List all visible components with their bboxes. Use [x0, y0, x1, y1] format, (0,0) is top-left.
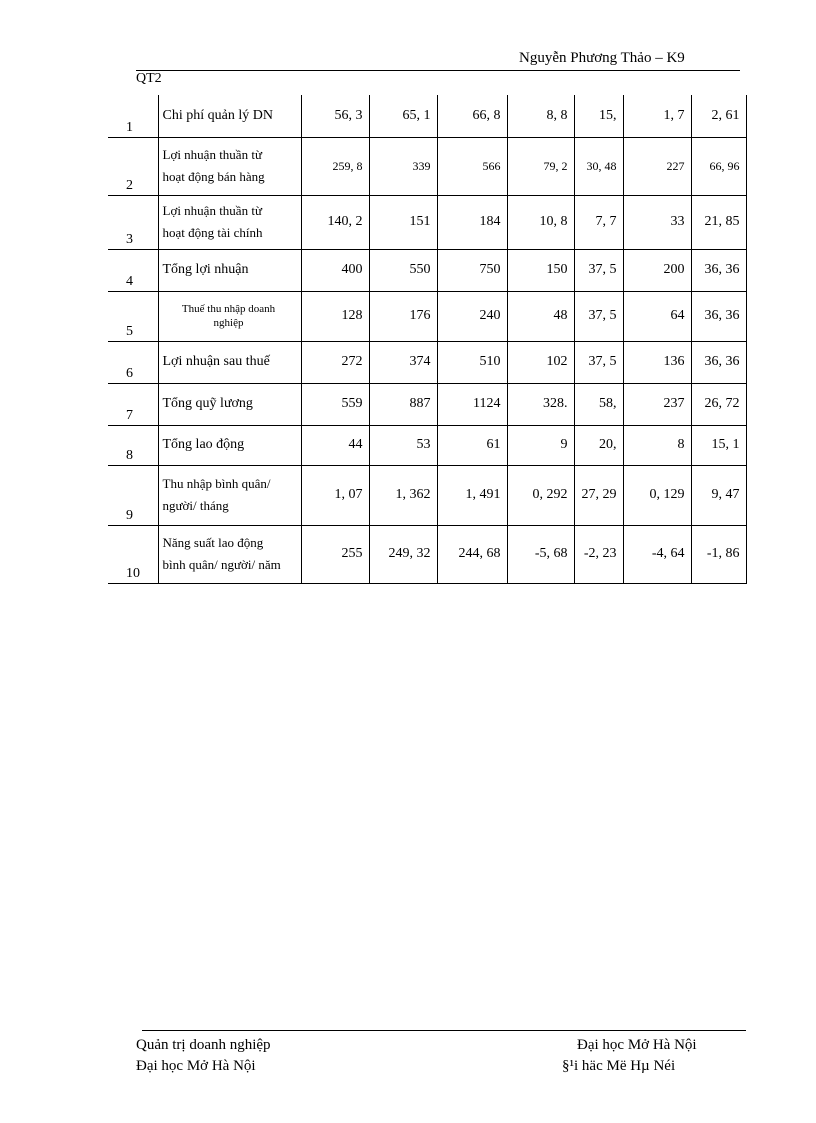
- cell-value: 79, 2: [507, 137, 574, 195]
- table-row: [108, 525, 746, 583]
- row-label-line: nghiệp: [213, 317, 244, 329]
- cell-value: 140, 2: [301, 195, 369, 249]
- cell-value: 44: [301, 425, 369, 465]
- cell-value: 8, 8: [507, 95, 574, 137]
- table-row: [108, 383, 746, 425]
- cell-value: 244, 68: [437, 525, 507, 583]
- footer-rule: [142, 1030, 746, 1031]
- cell-value: -2, 23: [574, 525, 623, 583]
- row-number: 4: [108, 249, 158, 291]
- header-author: Nguyễn Phương Thảo – K9: [519, 50, 685, 66]
- cell-value: 374: [369, 341, 437, 383]
- cell-value: 8: [623, 425, 691, 465]
- cell-value: -1, 86: [691, 525, 746, 583]
- cell-value: 56, 3: [301, 95, 369, 137]
- cell-value: 128: [301, 291, 369, 341]
- row-label: [158, 137, 301, 195]
- cell-value: 328.: [507, 383, 574, 425]
- cell-value: 64: [623, 291, 691, 341]
- cell-value: 240: [437, 291, 507, 341]
- row-label: [158, 383, 301, 425]
- cell-value: 255: [301, 525, 369, 583]
- cell-value: 26, 72: [691, 383, 746, 425]
- cell-value: 0, 129: [623, 465, 691, 525]
- row-label-line: người/ tháng: [162, 498, 229, 513]
- table-row: [108, 291, 746, 341]
- row-label: [158, 525, 301, 583]
- row-label: [158, 425, 301, 465]
- row-label-line: Thu nhập bình quân/: [162, 476, 271, 491]
- table-row: [108, 195, 746, 249]
- cell-value: 37, 5: [574, 341, 623, 383]
- row-label: [158, 249, 301, 291]
- row-label-line: Tổng quỹ lương: [162, 396, 253, 412]
- table-row: [108, 95, 746, 137]
- row-number: 7: [108, 383, 158, 425]
- cell-value: 65, 1: [369, 95, 437, 137]
- row-label-line: hoạt động bán hàng: [162, 169, 265, 184]
- cell-value: 400: [301, 249, 369, 291]
- row-label: [158, 95, 301, 137]
- cell-value: 200: [623, 249, 691, 291]
- cell-value: 66, 8: [437, 95, 507, 137]
- cell-value: 150: [507, 249, 574, 291]
- row-label: [158, 341, 301, 383]
- row-number: 9: [108, 465, 158, 525]
- cell-value: 1, 491: [437, 465, 507, 525]
- cell-value: 36, 36: [691, 291, 746, 341]
- footer-right-line2: §¹i häc Më Hµ Néi: [562, 1058, 676, 1074]
- table-row: [108, 249, 746, 291]
- row-number: 8: [108, 425, 158, 465]
- cell-value: 259, 8: [301, 137, 369, 195]
- cell-value: 2, 61: [691, 95, 746, 137]
- cell-value: 559: [301, 383, 369, 425]
- row-number: 3: [108, 195, 158, 249]
- header-rule: [136, 70, 740, 71]
- row-number: 5: [108, 291, 158, 341]
- cell-value: 272: [301, 341, 369, 383]
- row-label-line: Năng suất lao động: [162, 535, 264, 550]
- row-number: 1: [108, 95, 158, 137]
- row-label-line: Lợi nhuận sau thuế: [162, 354, 270, 370]
- cell-value: 36, 36: [691, 341, 746, 383]
- cell-value: 37, 5: [574, 291, 623, 341]
- cell-value: 136: [623, 341, 691, 383]
- cell-value: 0, 292: [507, 465, 574, 525]
- cell-value: 9: [507, 425, 574, 465]
- cell-value: 1, 362: [369, 465, 437, 525]
- cell-value: 102: [507, 341, 574, 383]
- cell-value: 53: [369, 425, 437, 465]
- footer-left-line1: Quản trị doanh nghiệp: [136, 1037, 271, 1053]
- cell-value: 30, 48: [574, 137, 623, 195]
- table-row: [108, 341, 746, 383]
- cell-value: 227: [623, 137, 691, 195]
- cell-value: 10, 8: [507, 195, 574, 249]
- row-label-line: Thuế thu nhập doanh: [181, 303, 276, 315]
- table-row: [108, 425, 746, 465]
- cell-value: 184: [437, 195, 507, 249]
- cell-value: 237: [623, 383, 691, 425]
- row-label: [158, 195, 301, 249]
- table-row: [108, 137, 746, 195]
- table-row: [108, 465, 746, 525]
- row-number: 6: [108, 341, 158, 383]
- cell-value: 36, 36: [691, 249, 746, 291]
- footer-left-line2: Đại học Mở Hà Nội: [136, 1058, 256, 1074]
- row-label-line: Lợi nhuận thuần từ: [162, 147, 262, 162]
- cell-value: 1, 7: [623, 95, 691, 137]
- cell-value: 1, 07: [301, 465, 369, 525]
- cell-value: 750: [437, 249, 507, 291]
- row-number: 10: [108, 525, 158, 583]
- cell-value: 58,: [574, 383, 623, 425]
- row-label-line: Lợi nhuận thuần từ: [162, 203, 262, 218]
- row-label: [158, 291, 301, 341]
- cell-value: 510: [437, 341, 507, 383]
- header-class-code: QT2: [136, 71, 162, 86]
- cell-value: 887: [369, 383, 437, 425]
- cell-value: 566: [437, 137, 507, 195]
- cell-value: 9, 47: [691, 465, 746, 525]
- cell-value: 21, 85: [691, 195, 746, 249]
- cell-value: 176: [369, 291, 437, 341]
- cell-value: 151: [369, 195, 437, 249]
- row-label-line: Chi phí quản lý DN: [162, 108, 273, 123]
- row-label-line: Tổng lợi nhuận: [162, 262, 249, 278]
- cell-value: 550: [369, 249, 437, 291]
- row-label-line: hoạt động tài chính: [162, 225, 263, 240]
- row-label-line: Tổng lao động: [162, 437, 245, 453]
- row-number: 2: [108, 137, 158, 195]
- cell-value: 249, 32: [369, 525, 437, 583]
- cell-value: 33: [623, 195, 691, 249]
- cell-value: 15, 1: [691, 425, 746, 465]
- cell-value: -5, 68: [507, 525, 574, 583]
- cell-value: 7, 7: [574, 195, 623, 249]
- row-label: [158, 465, 301, 525]
- cell-value: 15,: [574, 95, 623, 137]
- cell-value: 27, 29: [574, 465, 623, 525]
- row-label-line: bình quân/ người/ năm: [162, 557, 281, 572]
- cell-value: 20,: [574, 425, 623, 465]
- cell-value: 66, 96: [691, 137, 746, 195]
- cell-value: 1124: [437, 383, 507, 425]
- cell-value: 61: [437, 425, 507, 465]
- financial-table: [108, 95, 747, 584]
- cell-value: -4, 64: [623, 525, 691, 583]
- footer-right-line1: Đại học Mở Hà Nội: [577, 1037, 697, 1053]
- cell-value: 339: [369, 137, 437, 195]
- cell-value: 48: [507, 291, 574, 341]
- cell-value: 37, 5: [574, 249, 623, 291]
